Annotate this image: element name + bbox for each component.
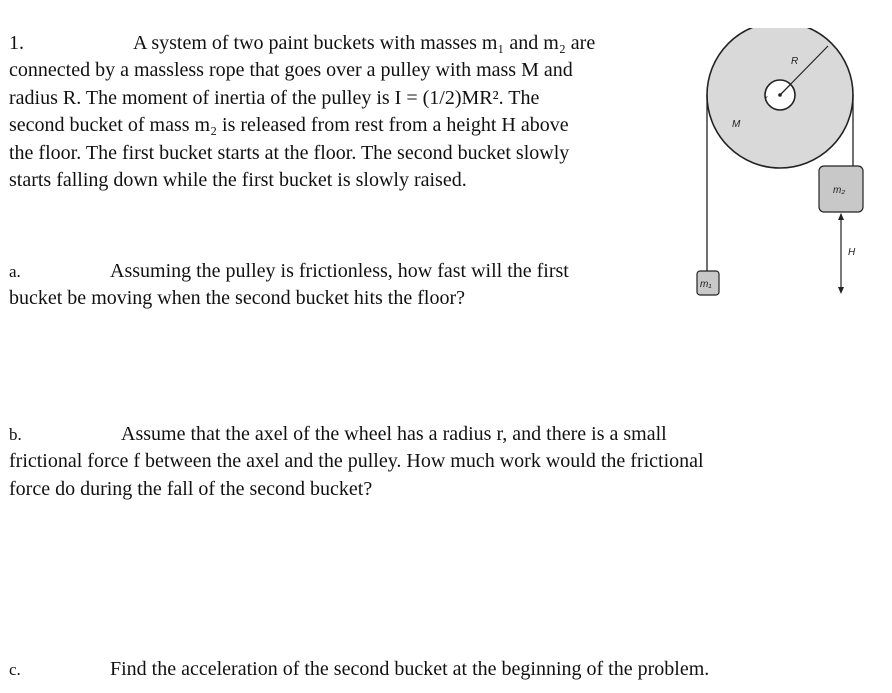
pulley-diagram xyxy=(690,28,870,303)
pulley-figure xyxy=(690,28,870,303)
problem-text-line: radius R. The moment of inertia of the pulley is I = (1/2)MR². The xyxy=(9,86,540,109)
part-a-text-line: Assuming the pulley is frictionless, how fast will the first xyxy=(110,260,569,282)
part-a-label: a. xyxy=(9,262,21,281)
label-m2: m₂ xyxy=(833,185,846,196)
label-H: H xyxy=(848,247,856,258)
problem-text-line: the floor. The first bucket starts at the floor. The second bucket slowly xyxy=(9,141,570,164)
part-b-text-line: force do during the fall of the second bucket? xyxy=(9,477,373,500)
part-b-label: b. xyxy=(9,425,22,444)
height-H-arrow-bottom xyxy=(838,287,844,294)
height-H-arrow-top xyxy=(838,213,844,220)
label-R: R xyxy=(791,56,799,67)
part-a xyxy=(9,258,569,313)
part-c-text-line: Find the acceleration of the second bucket at the beginning of the problem. xyxy=(110,658,710,680)
problem-text-line: connected by a massless rope that goes over a pulley with mass M and xyxy=(9,59,573,82)
part-c-label: c. xyxy=(9,660,21,679)
problem-text-line: starts falling down while the first bucket is slowly raised. xyxy=(9,169,467,192)
problem-statement xyxy=(9,30,595,194)
part-b xyxy=(9,421,704,503)
part-c xyxy=(9,656,709,683)
part-b-text-line: frictional force f between the axel and the pulley. How much work would the frictional xyxy=(9,450,704,473)
problem-line-1 xyxy=(9,30,595,57)
part-a-text-line: bucket be moving when the second bucket hits the floor? xyxy=(9,287,465,310)
label-r: r xyxy=(765,94,768,103)
problem-text-line: second bucket of mass m₂ is released from rest from a height H above xyxy=(9,114,569,137)
problem-number: 1. xyxy=(9,32,24,54)
problem-text-line: A system of two paint buckets with masses m₁ and m₂ are xyxy=(133,32,596,54)
part-b-text-line: Assume that the axel of the wheel has a radius r, and there is a small xyxy=(121,423,667,445)
label-M: M xyxy=(732,119,741,130)
label-m1: m₁ xyxy=(700,279,712,290)
